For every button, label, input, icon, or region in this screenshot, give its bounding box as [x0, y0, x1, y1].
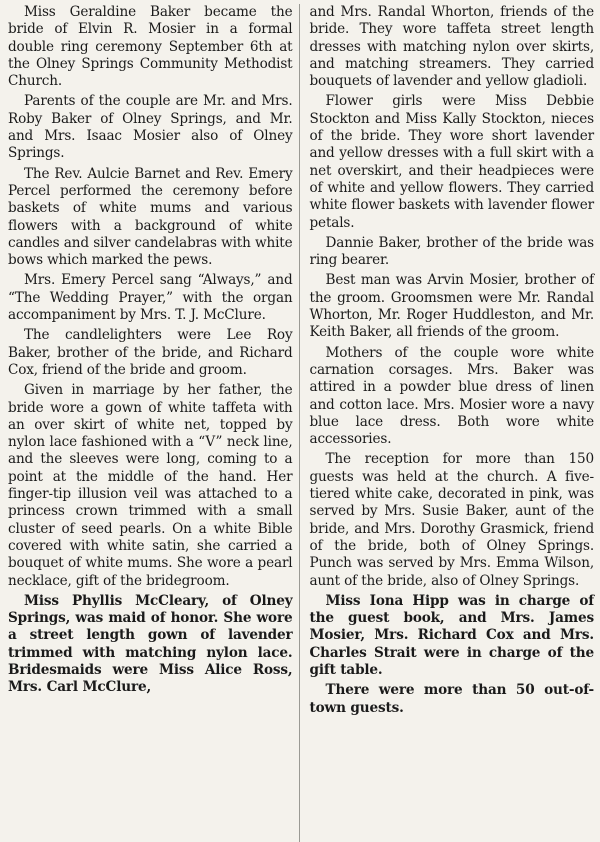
article-paragraph: Flower girls were Miss Debbie Stockton and Miss Kally Stockton, nieces of the bride. They wore short lavender and yellow dresses with a full skirt with a net overskirt, and their headpieces were of white and yellow flowers. They carried white flower baskets with lavender flower petals. — [309, 93, 594, 231]
left-column — [8, 4, 300, 842]
article-paragraph: Dannie Baker, brother of the bride was ring bearer. — [309, 234, 594, 269]
article-paragraph: Mothers of the couple wore white carnation corsages. Mrs. Baker was attired in a powder blue dress of linen and cotton lace. Mrs. Mosier wore a navy blue lace dress. Both wore white accessories. — [309, 344, 594, 448]
right-column — [310, 4, 595, 842]
article-paragraph: Best man was Arvin Mosier, brother of the groom. Groomsmen were Mr. Randal Whorton, Mr. Roger Huddleston, and Mr. Keith Baker, all friends of the groom. — [309, 272, 594, 341]
article-paragraph: The candlelighters were Lee Roy Baker, brother of the bride, and Richard Cox, friend of the bride and groom. — [8, 327, 293, 378]
article-paragraph: Mrs. Emery Percel sang “Always,” and “The Wedding Prayer,” with the organ accompaniment by Mrs. T. J. McClure. — [8, 272, 293, 324]
article-paragraph-continued: and Mrs. Randal Whorton, friends of the bride. They wore taffeta street length dresses with matching nylon over skirts, and matching streamers. They carried bouquets of lavender and yellow gladioli. — [309, 4, 594, 90]
article-paragraph: Miss Geraldine Baker became the bride of Elvin R. Mosier in a formal double ring ceremony September 6th at the Olney Springs Community Methodist Church. — [8, 4, 293, 90]
article-paragraph: There were more than 50 out-of-town guests. — [309, 682, 594, 716]
article-paragraph: Miss Phyllis McCleary, of Olney Springs, was maid of honor. She wore a street length gown of lavender trimmed with matching nylon lace. Bridesmaids were Miss Alice Ross, Mrs. Carl McClure, — [8, 592, 293, 696]
article-paragraph: Parents of the couple are Mr. and Mrs. Roby Baker of Olney Springs, and Mr. and Mrs. Isaac Mosier also of Olney Springs. — [8, 93, 293, 162]
article-paragraph: The reception for more than 150 guests was held at the church. A five-tiered white cake, decorated in pink, was served by Mrs. Susie Baker, aunt of the bride, and Mrs. Dorothy Grasmick, friend of the bride, both of Olney Springs. Punch was served by Mrs. Emma Wilson, aunt of the bride, also of Olney Springs. — [309, 451, 594, 589]
article-paragraph: The Rev. Aulcie Barnet and Rev. Emery Percel performed the ceremony before baskets of white mums and various flowers with a background of white candles and silver candelabras with white bows which marked the pews. — [8, 165, 293, 269]
article-paragraph: Miss Iona Hipp was in charge of the guest book, and Mrs. James Mosier, Mrs. Richard Cox and Mrs. Charles Strait were in charge of the gift table. — [309, 592, 594, 678]
article-paragraph: Given in marriage by her father, the bride wore a gown of white taffeta with an over skirt of white net, topped by nylon lace fashioned with a “V” neck line, and the sleeves were long, coming to a point at the middle of the hand. Her finger-tip illusion veil was attached to a princess crown trimmed with a small cluster of seed pearls. On a white Bible covered with white satin, she carried a bouquet of white mums. She wore a pearl necklace, gift of the bridegroom. — [8, 382, 293, 589]
